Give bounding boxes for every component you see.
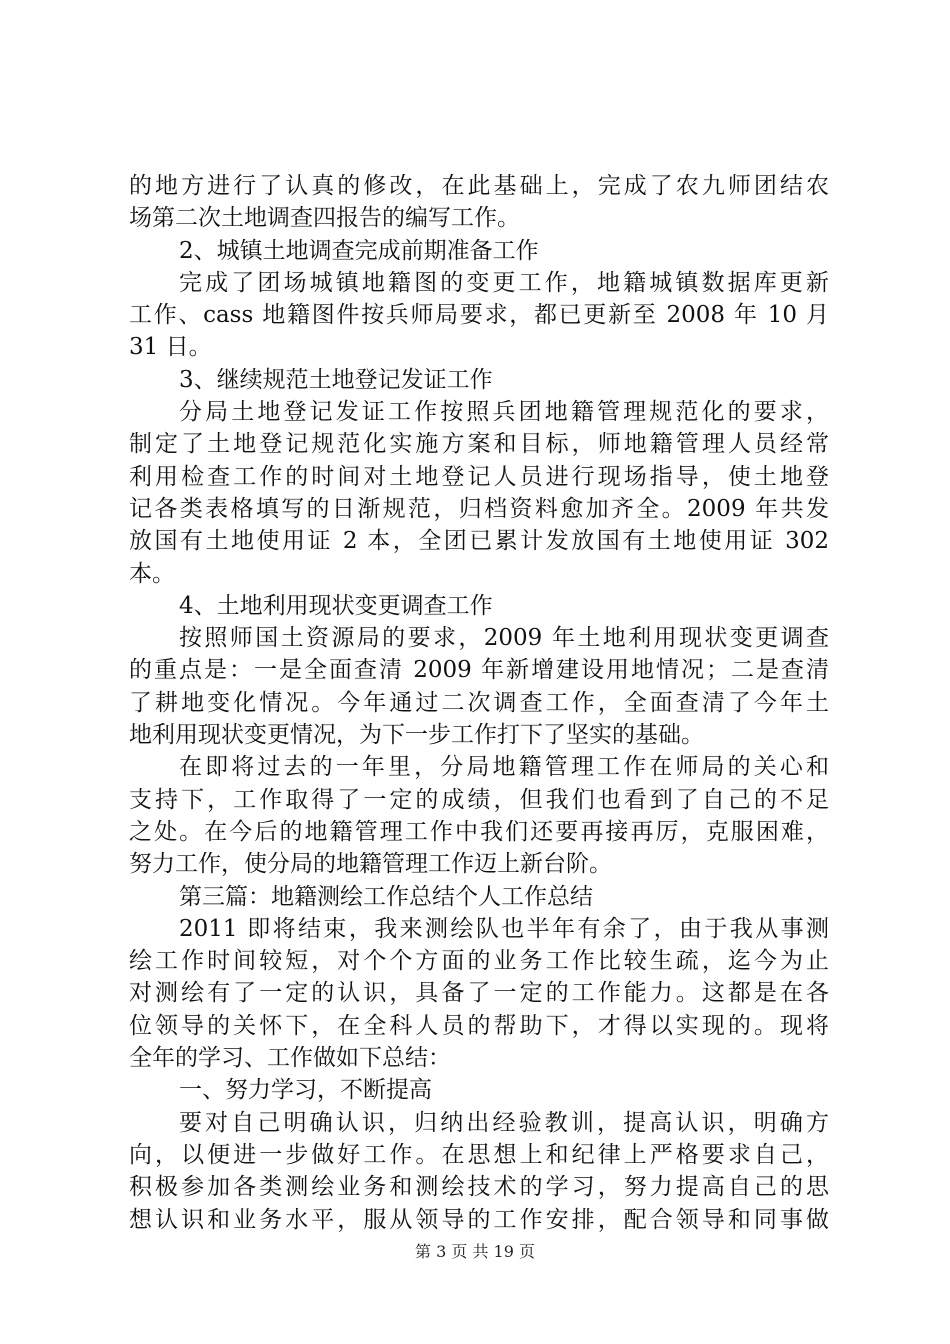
text-line: 31 日。: [129, 334, 212, 361]
text-line: 积极参加各类测绘业务和测绘技术的学习，努力提高自己的思: [129, 1174, 829, 1201]
text-line: 在即将过去的一年里，分局地籍管理工作在师局的关心和: [179, 754, 829, 781]
text-line: 全年的学习、工作做如下总结：: [129, 1045, 451, 1072]
text-line: 努力工作，使分局的地籍管理工作迈上新台阶。: [129, 851, 612, 878]
section-heading: 4、土地利用现状变更调查工作: [179, 592, 493, 619]
text-line: 制定了土地登记规范化实施方案和目标，师地籍管理人员经常: [129, 431, 829, 458]
text-line: 绘工作时间较短，对个个方面的业务工作比较生疏，迄今为止: [129, 948, 829, 975]
text-line: 记各类表格填写的日渐规范，归档资料愈加齐全。2009 年共发: [129, 495, 829, 522]
section-heading: 2、城镇土地调查完成前期准备工作: [179, 237, 539, 264]
text-line: 位领导的关怀下，在全科人员的帮助下，才得以实现的。现将: [129, 1012, 829, 1039]
text-line: 本。: [129, 560, 175, 587]
text-line: 分局土地登记发证工作按照兵团地籍管理规范化的要求，: [179, 399, 829, 426]
text-line: 完成了团场城镇地籍图的变更工作，地籍城镇数据库更新: [179, 269, 829, 296]
text-line: 向，以便进一步做好工作。在思想上和纪律上严格要求自己，: [129, 1141, 829, 1168]
text-line: 支持下，工作取得了一定的成绩，但我们也看到了自己的不足: [129, 786, 829, 813]
page-number: 第 3 页 共 19 页: [415, 1242, 535, 1261]
text-line: 按照师国土资源局的要求，2009 年土地利用现状变更调查: [179, 625, 829, 652]
section-heading: 3、继续规范土地登记发证工作: [179, 366, 493, 393]
text-line: 之处。在今后的地籍管理工作中我们还要再接再厉，克服困难，: [129, 818, 829, 845]
text-line: 的重点是：一是全面查清 2009 年新增建设用地情况；二是查清: [129, 657, 829, 684]
section-heading: 一、努力学习，不断提高: [179, 1077, 432, 1104]
section-heading: 第三篇：地籍测绘工作总结个人工作总结: [179, 883, 593, 910]
text-line: 了耕地变化情况。今年通过二次调查工作，全面查清了今年土: [129, 689, 829, 716]
text-line: 的地方进行了认真的修改，在此基础上，完成了农九师团结农: [129, 173, 829, 199]
text-line: 对测绘有了一定的认识，具备了一定的工作能力。这都是在各: [129, 980, 829, 1007]
text-line: 想认识和业务水平，服从领导的工作安排，配合领导和同事做: [129, 1206, 829, 1233]
text-line: 地利用现状变更情况，为下一步工作打下了坚实的基础。: [129, 722, 704, 749]
text-line: 放国有土地使用证 2 本，全团已累计发放国有土地使用证 302: [129, 528, 829, 555]
text-line: 工作、cass 地籍图件按兵师局要求，都已更新至 2008 年 10 月: [129, 302, 829, 329]
text-line: 利用检查工作的时间对土地登记人员进行现场指导，使土地登: [129, 463, 829, 490]
text-line: 要对自己明确认识，归纳出经验教训，提高认识，明确方: [179, 1109, 829, 1136]
text-line: 2011 即将结束，我来测绘队也半年有余了，由于我从事测: [179, 915, 829, 942]
document-body: [129, 170, 829, 1236]
text-line: 场第二次土地调查四报告的编写工作。: [129, 205, 520, 232]
